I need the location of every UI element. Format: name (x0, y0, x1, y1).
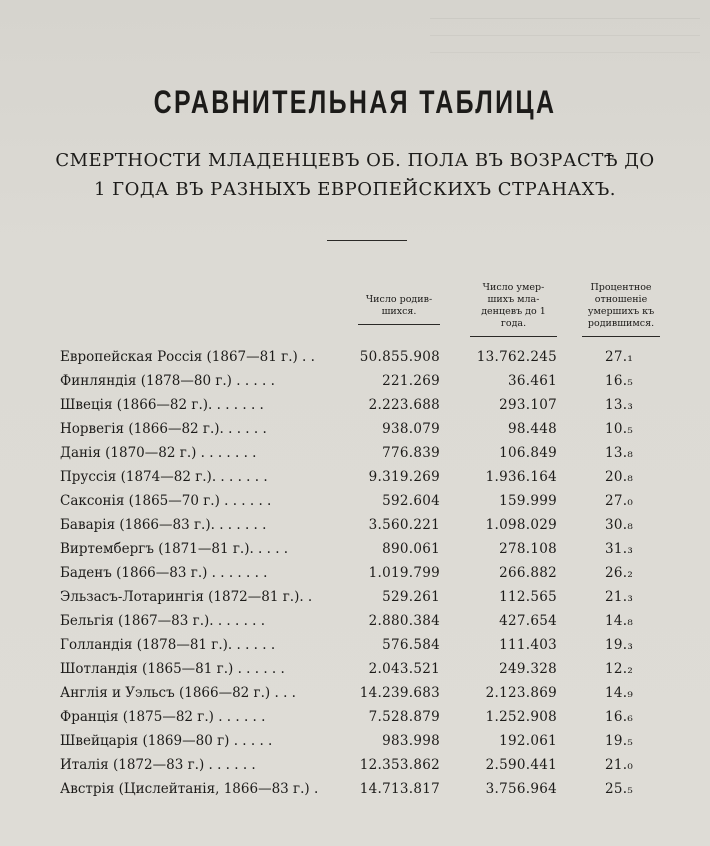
born-cell: 890.061 (382, 541, 440, 557)
born-cell: 776.839 (382, 445, 440, 461)
header-line: Число родив- (365, 294, 433, 305)
header-rule (358, 324, 440, 325)
born-cell: 2.043.521 (368, 661, 440, 677)
born-cell: 938.079 (382, 421, 440, 437)
born-cell: 3.560.221 (368, 517, 440, 533)
born-cell: 50.855.908 (359, 349, 440, 365)
pct-cell: 13.₃ (604, 397, 634, 413)
table-row (0, 466, 710, 489)
country-cell: Италія (1872—83 г.) . . . . . . (60, 757, 256, 773)
died-cell: 1.098.029 (485, 517, 557, 533)
country-cell: Эльзасъ-Лотарингія (1872—81 г.). . (60, 589, 313, 605)
born-cell: 2.880.384 (368, 613, 440, 629)
subtitle-line-1: СМЕРТНОСТИ МЛАДЕНЦЕВЪ ОБ. ПОЛА ВЪ ВОЗРАСТѢ ДО (55, 150, 655, 171)
header-rule (470, 336, 557, 337)
pct-cell: 16.₅ (604, 373, 634, 389)
country-cell: Норвегія (1866—82 г.). . . . . . (60, 421, 267, 437)
header-line: шихся. (381, 306, 417, 317)
table-row (0, 682, 710, 705)
pct-cell: 14.₈ (604, 613, 634, 629)
header-line: Процентное (590, 282, 652, 293)
header-line: отношеніе (594, 294, 648, 305)
born-cell: 14.713.817 (359, 781, 440, 797)
died-cell: 249.328 (499, 661, 557, 677)
country-cell: Швеція (1866—82 г.). . . . . . . (60, 397, 264, 413)
pct-cell: 27.₁ (604, 349, 634, 365)
pct-cell: 25.₅ (604, 781, 634, 797)
table-row (0, 490, 710, 513)
pct-cell: 16.₆ (604, 709, 634, 725)
pct-cell: 12.₂ (604, 661, 634, 677)
died-cell: 3.756.964 (485, 781, 557, 797)
table-row (0, 778, 710, 801)
table-row (0, 370, 710, 393)
died-cell: 278.108 (499, 541, 557, 557)
born-cell: 14.239.683 (359, 685, 440, 701)
born-cell: 9.319.269 (368, 469, 440, 485)
pct-cell: 14.₉ (604, 685, 634, 701)
pct-cell: 19.₃ (604, 637, 634, 653)
pct-cell: 26.₂ (604, 565, 634, 581)
born-cell: 221.269 (382, 373, 440, 389)
country-cell: Саксонія (1865—70 г.) . . . . . . (60, 493, 272, 509)
header-line: года. (500, 318, 527, 329)
country-cell: Голландія (1878—81 г.). . . . . . (60, 637, 276, 653)
table-row (0, 562, 710, 585)
died-cell: 266.882 (499, 565, 557, 581)
table-row (0, 418, 710, 441)
country-cell: Виртембергъ (1871—81 г.). . . . . (60, 541, 289, 557)
header-line: родившимся. (587, 318, 655, 329)
bleed-through-text (430, 4, 700, 59)
table-row (0, 514, 710, 537)
pct-cell: 27.₀ (604, 493, 634, 509)
died-cell: 1.252.908 (485, 709, 557, 725)
country-cell: Баварія (1866—83 г.). . . . . . . (60, 517, 267, 533)
table-row (0, 394, 710, 417)
table-row (0, 754, 710, 777)
table-row (0, 346, 710, 369)
pct-cell: 21.₀ (604, 757, 634, 773)
title-divider (327, 240, 407, 241)
header-line: шихъ мла- (487, 294, 540, 305)
column-header-pct (582, 282, 660, 337)
died-cell: 36.461 (507, 373, 557, 389)
pct-cell: 30.₈ (604, 517, 634, 533)
died-cell: 159.999 (499, 493, 557, 509)
table-row (0, 610, 710, 633)
died-cell: 2.123.869 (485, 685, 557, 701)
country-cell: Шотландія (1865—81 г.) . . . . . . (60, 661, 285, 677)
died-cell: 192.061 (499, 733, 557, 749)
country-cell: Финляндія (1878—80 г.) . . . . . (60, 373, 275, 389)
died-cell: 13.762.245 (476, 349, 557, 365)
country-cell: Швейцарія (1869—80 г) . . . . . (60, 733, 273, 749)
header-line: денцевъ до 1 (481, 306, 546, 317)
table-row (0, 658, 710, 681)
country-cell: Австрія (Цислейтанія, 1866—83 г.) . (60, 781, 319, 797)
pct-cell: 21.₃ (604, 589, 634, 605)
pct-cell: 10.₅ (604, 421, 634, 437)
died-cell: 427.654 (499, 613, 557, 629)
pct-cell: 20.₈ (604, 469, 634, 485)
country-cell: Франція (1875—82 г.) . . . . . . (60, 709, 266, 725)
page-title: СРАВНИТЕЛЬНАЯ ТАБЛИЦА (153, 84, 557, 120)
born-cell: 1.019.799 (368, 565, 440, 581)
country-cell: Данія (1870—82 г.) . . . . . . . (60, 445, 257, 461)
column-header-born (358, 294, 440, 325)
table-row (0, 442, 710, 465)
table-row (0, 730, 710, 753)
pct-cell: 19.₅ (604, 733, 634, 749)
died-cell: 98.448 (507, 421, 557, 437)
died-cell: 106.849 (499, 445, 557, 461)
country-cell: Европейская Россія (1867—81 г.) . . (60, 349, 315, 365)
died-cell: 111.403 (499, 637, 557, 653)
country-cell: Англія и Уэльсъ (1866—82 г.) . . . (60, 685, 296, 701)
born-cell: 592.604 (382, 493, 440, 509)
country-cell: Баденъ (1866—83 г.) . . . . . . . (60, 565, 268, 581)
died-cell: 2.590.441 (485, 757, 557, 773)
header-line: умершихъ къ (587, 306, 655, 317)
born-cell: 983.998 (382, 733, 440, 749)
born-cell: 7.528.879 (368, 709, 440, 725)
subtitle-line-2: 1 ГОДА ВЪ РАЗНЫХЪ ЕВРОПЕЙСКИХЪ СТРАНАХЪ. (94, 179, 616, 200)
table-row (0, 586, 710, 609)
country-cell: Пруссія (1874—82 г.). . . . . . . (60, 469, 268, 485)
page-subtitle (30, 146, 680, 204)
table-row (0, 538, 710, 561)
born-cell: 529.261 (382, 589, 440, 605)
pct-cell: 13.₈ (604, 445, 634, 461)
died-cell: 1.936.164 (485, 469, 557, 485)
born-cell: 2.223.688 (368, 397, 440, 413)
born-cell: 12.353.862 (359, 757, 440, 773)
table-row (0, 634, 710, 657)
country-cell: Бельгія (1867—83 г.). . . . . . . (60, 613, 266, 629)
column-header-died (470, 282, 557, 337)
pct-cell: 31.₃ (604, 541, 634, 557)
header-line: Число умер- (482, 282, 545, 293)
died-cell: 112.565 (499, 589, 557, 605)
header-rule (582, 336, 660, 337)
died-cell: 293.107 (499, 397, 557, 413)
born-cell: 576.584 (382, 637, 440, 653)
table-row (0, 706, 710, 729)
